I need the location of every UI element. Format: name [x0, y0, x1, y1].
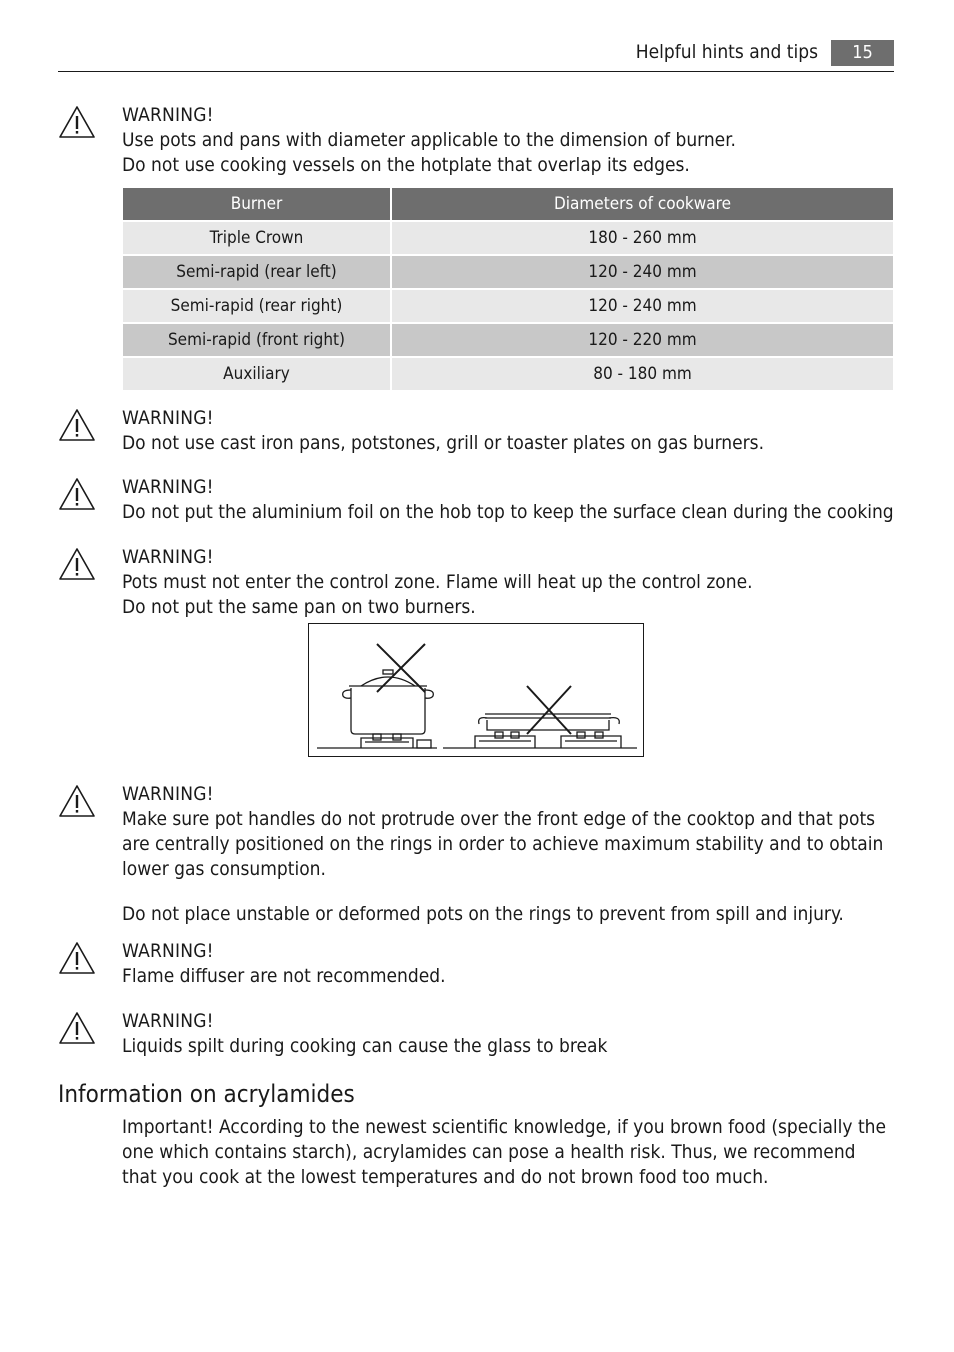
table-cell-diameter: 180 - 260 mm — [392, 222, 893, 254]
table-cell-diameter: 80 - 180 mm — [392, 358, 893, 390]
header-title: Helpful hints and tips — [635, 41, 818, 63]
important-label: Important! — [122, 1116, 214, 1138]
table-row — [123, 358, 893, 390]
warning-text: Pots must not enter the control zone. Flame will heat up the control zone. — [122, 571, 753, 593]
table-row — [123, 222, 893, 254]
warning-text: Flame diffuser are not recommended. — [122, 965, 446, 987]
warning-text: Do not put the aluminium foil on the hob top to keep the surface clean during the cooking — [122, 501, 894, 523]
table-cell-diameter: 120 - 240 mm — [392, 256, 893, 288]
acrylamides-text: According to the newest scientific knowledge, if you brown food (specially the one which contains starch), acrylamides can pose a health risk. Thus, we recommend that you cook at the lowest temperatures and do not brown food too much. — [122, 1116, 887, 1188]
warning-text: lower gas consumption. — [122, 858, 326, 880]
warning-title: WARNING! — [122, 940, 214, 962]
page-number: 15 — [831, 40, 894, 66]
section-title: Information on acrylamides — [58, 1080, 355, 1108]
warning-triangle-icon — [58, 1011, 96, 1045]
warning-text: Liquids spilt during cooking can cause the glass to break — [122, 1035, 608, 1057]
table-row — [123, 290, 893, 322]
warning-text: Make sure pot handles do not protrude over the front edge of the cooktop and that pots — [122, 808, 876, 830]
warning-triangle-icon — [58, 105, 96, 139]
table-cell-burner: Auxiliary — [123, 358, 390, 390]
table-cell-burner: Semi-rapid (front right) — [123, 324, 390, 356]
warning-title: WARNING! — [122, 783, 214, 805]
warning-title: WARNING! — [122, 476, 214, 498]
pot-burner-drawing — [309, 624, 643, 756]
warning-text: Do not use cast iron pans, potstones, grill or toaster plates on gas burners. — [122, 432, 765, 454]
warning-triangle-icon — [58, 477, 96, 511]
table-cell-diameter: 120 - 220 mm — [392, 324, 893, 356]
acrylamides-paragraph — [122, 1115, 894, 1190]
warning-triangle-icon — [58, 408, 96, 442]
table-header-diameter: Diameters of cookware — [392, 188, 893, 220]
table-row — [123, 324, 893, 356]
pot-placement-illustration — [308, 623, 644, 757]
table-cell-burner: Triple Crown — [123, 222, 390, 254]
table-cell-diameter: 120 - 240 mm — [392, 290, 893, 322]
warning-triangle-icon — [58, 547, 96, 581]
warning-text: are centrally positioned on the rings in order to achieve maximum stability and to obtain — [122, 833, 884, 855]
warning-triangle-icon — [58, 941, 96, 975]
warning-text: Do not put the same pan on two burners. — [122, 596, 476, 618]
page-header — [58, 38, 894, 72]
warning-triangle-icon — [58, 784, 96, 818]
cookware-diameter-table — [121, 186, 895, 392]
table-cell-burner: Semi-rapid (rear left) — [123, 256, 390, 288]
table-header-burner: Burner — [123, 188, 390, 220]
warning-text: Use pots and pans with diameter applicable to the dimension of burner. — [122, 129, 736, 151]
warning-title: WARNING! — [122, 407, 214, 429]
warning-text: Do not place unstable or deformed pots on the rings to prevent from spill and injury. — [122, 903, 844, 925]
table-row — [123, 256, 893, 288]
table-cell-burner: Semi-rapid (rear right) — [123, 290, 390, 322]
warning-title: WARNING! — [122, 1010, 214, 1032]
warning-title: WARNING! — [122, 104, 214, 126]
warning-title: WARNING! — [122, 546, 214, 568]
warning-text: Do not use cooking vessels on the hotplate that overlap its edges. — [122, 154, 690, 176]
